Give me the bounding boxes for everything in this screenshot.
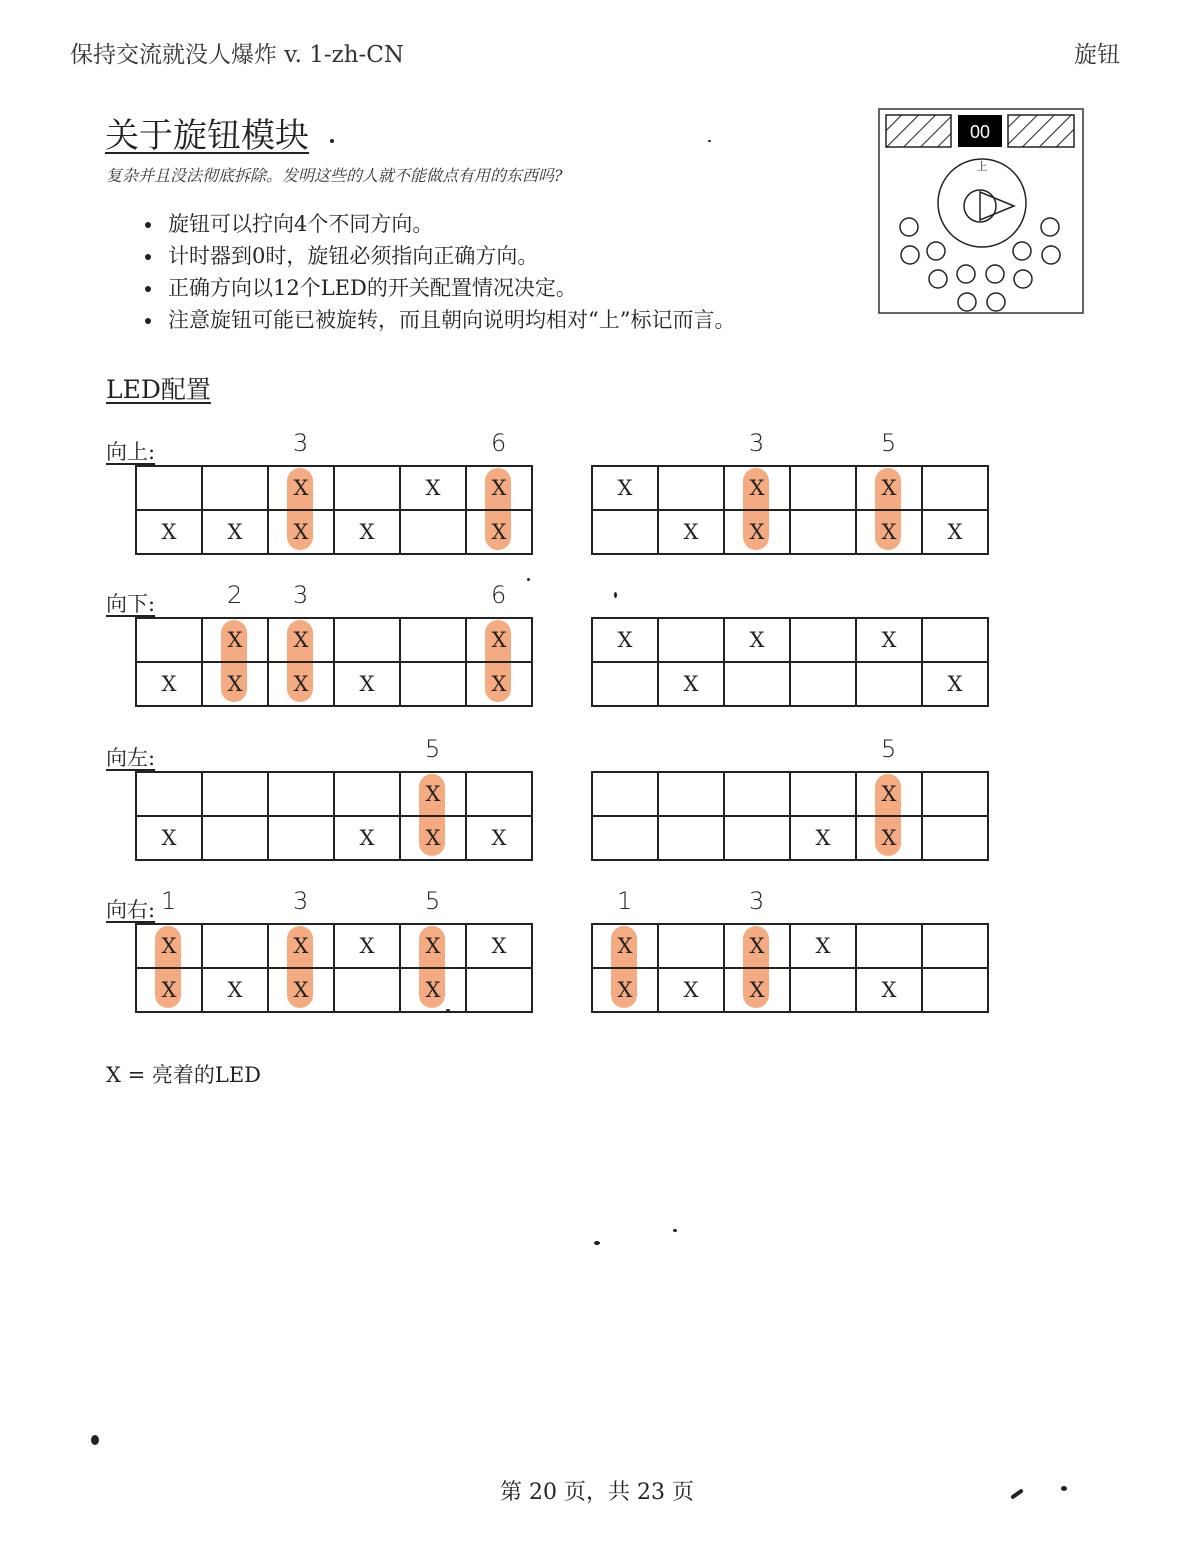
led-legend: X = 亮着的LED [106,1063,262,1087]
led-cell [658,466,724,510]
led-cell: X [268,968,334,1012]
led-cell [790,662,856,706]
led-cell: X [136,968,202,1012]
led-cell: X [466,466,532,510]
led-cell: X [724,466,790,510]
led-config-grid [135,465,533,555]
led-cell: X [592,924,658,968]
led-cell: X [334,816,400,860]
led-cell: X [268,466,334,510]
direction-label: 向右: [106,898,156,922]
up-marker-label: 上 [976,160,988,173]
led-row [136,924,532,968]
led-cell: X [202,510,268,554]
led-config-grid [591,617,989,707]
led-cell [400,662,466,706]
led-cell [202,772,268,816]
led-cell [268,816,334,860]
led-cell [592,662,658,706]
page-header-section: 旋钮 [1074,42,1120,68]
handwritten-column-number: 5 [425,735,441,763]
led-cell [592,772,658,816]
led-cell [790,510,856,554]
led-cell: X [334,510,400,554]
led-cell: X [268,924,334,968]
led-cell: X [856,816,922,860]
handwritten-column-number: 5 [425,887,441,915]
led-cell [136,618,202,662]
led-cell: X [658,510,724,554]
led-cell: X [592,466,658,510]
led-cell [136,772,202,816]
led-cell [592,510,658,554]
handwritten-column-number: 6 [491,429,507,457]
led-section-title: LED配置 [106,375,211,404]
led-row [136,968,532,1012]
led-cell: X [658,968,724,1012]
led-cell [658,772,724,816]
led-cell [790,618,856,662]
led-cell [202,466,268,510]
led-cell: X [922,510,988,554]
hatched-panel-left [886,115,951,147]
led-cell: X [400,924,466,968]
handwritten-column-number: 5 [881,735,897,763]
led-cell: X [136,662,202,706]
led-cell [466,968,532,1012]
led-cell: X [268,618,334,662]
led-cell: X [466,618,532,662]
led-cell: X [268,662,334,706]
handwritten-column-number: 3 [749,429,765,457]
led-cell [400,618,466,662]
led-cell: X [724,510,790,554]
handwritten-column-number: 3 [749,887,765,915]
led-cell: X [856,968,922,1012]
led-cell [790,968,856,1012]
handwritten-column-number: 3 [293,887,309,915]
rules-list [134,208,854,336]
page-header-title: 保持交流就没人爆炸 v. 1-zh-CN [70,42,405,68]
led-cell: X [856,618,922,662]
led-cell [202,816,268,860]
led-cell: X [790,924,856,968]
led-cell: X [202,618,268,662]
led-cell [922,618,988,662]
led-cell: X [136,816,202,860]
page-subtitle: 复杂并且没法彻底拆除。发明这些的人就不能做点有用的东西吗? [106,166,563,185]
led-cell: X [202,662,268,706]
led-row [136,816,532,860]
led-cell [658,924,724,968]
led-row [136,618,532,662]
led-cell [658,816,724,860]
handwritten-column-number: 3 [293,429,309,457]
led-cell: X [400,466,466,510]
rule-item: • 注意旋钮可能已被旋转，而且朝向说明均相对“上”标记而言。 [164,304,854,336]
led-row [592,968,988,1012]
led-row [136,510,532,554]
led-cell: X [592,968,658,1012]
led-cell [724,772,790,816]
led-cell [922,816,988,860]
led-cell: X [400,772,466,816]
led-cell: X [856,510,922,554]
led-cell [790,772,856,816]
led-cell: X [400,816,466,860]
led-cell: X [922,662,988,706]
knob-module-illustration [876,106,1086,316]
led-cell: X [856,466,922,510]
led-cell: X [790,816,856,860]
led-cell: X [724,924,790,968]
led-cell [922,466,988,510]
led-cell: X [724,968,790,1012]
direction-label: 向左: [106,746,156,770]
led-cell [856,662,922,706]
led-cell [202,924,268,968]
led-config-grid [591,465,989,555]
led-cell: X [466,924,532,968]
led-row [592,662,988,706]
handwritten-column-number: 1 [161,887,177,915]
led-row [592,816,988,860]
led-config-grid [135,617,533,707]
handwritten-column-number: 3 [293,581,309,609]
led-config-grid [591,771,989,861]
led-cell: X [202,968,268,1012]
led-cell: X [466,510,532,554]
led-cell: X [466,816,532,860]
led-cell: X [592,618,658,662]
led-cell [790,466,856,510]
led-config-grid [591,923,989,1013]
led-cell [466,772,532,816]
led-cell: X [724,618,790,662]
led-cell [922,772,988,816]
led-cell [334,772,400,816]
led-cell [658,618,724,662]
led-cell: X [658,662,724,706]
timer-value: 00 [969,122,991,142]
led-row [136,662,532,706]
led-row [592,924,988,968]
led-config-grid [135,771,533,861]
hatched-panel-right [1008,115,1074,147]
led-cell: X [136,510,202,554]
rule-item: • 旋钮可以拧向4个不同方向。 [164,208,854,240]
led-cell [136,466,202,510]
led-cell [334,466,400,510]
handwritten-column-number: 2 [227,581,243,609]
led-config-grid [135,923,533,1013]
led-cell: X [856,772,922,816]
handwritten-column-number: 5 [881,429,897,457]
led-cell [400,510,466,554]
led-cell [334,968,400,1012]
led-cell: X [400,968,466,1012]
led-row [592,772,988,816]
led-cell [922,924,988,968]
direction-label: 向下: [106,592,156,616]
led-cell [592,816,658,860]
led-row [136,772,532,816]
rule-item: • 正确方向以12个LED的开关配置情况决定。 [164,272,854,304]
led-cell: X [466,662,532,706]
led-cell [922,968,988,1012]
handwritten-column-number: 6 [491,581,507,609]
led-row [136,466,532,510]
led-cell: X [268,510,334,554]
direction-label: 向上: [106,440,156,464]
led-row [592,466,988,510]
led-row [592,618,988,662]
page-footer: 第 20 页，共 23 页 [500,1480,694,1505]
led-cell [334,618,400,662]
led-cell: X [136,924,202,968]
handwritten-column-number: 1 [617,887,633,915]
led-cell [268,772,334,816]
page-title: 关于旋钮模块 [105,116,309,156]
led-cell [856,924,922,968]
led-cell [724,662,790,706]
led-cell: X [334,924,400,968]
led-cell: X [334,662,400,706]
led-cell [724,816,790,860]
rule-item: • 计时器到0时，旋钮必须指向正确方向。 [164,240,854,272]
led-row [592,510,988,554]
